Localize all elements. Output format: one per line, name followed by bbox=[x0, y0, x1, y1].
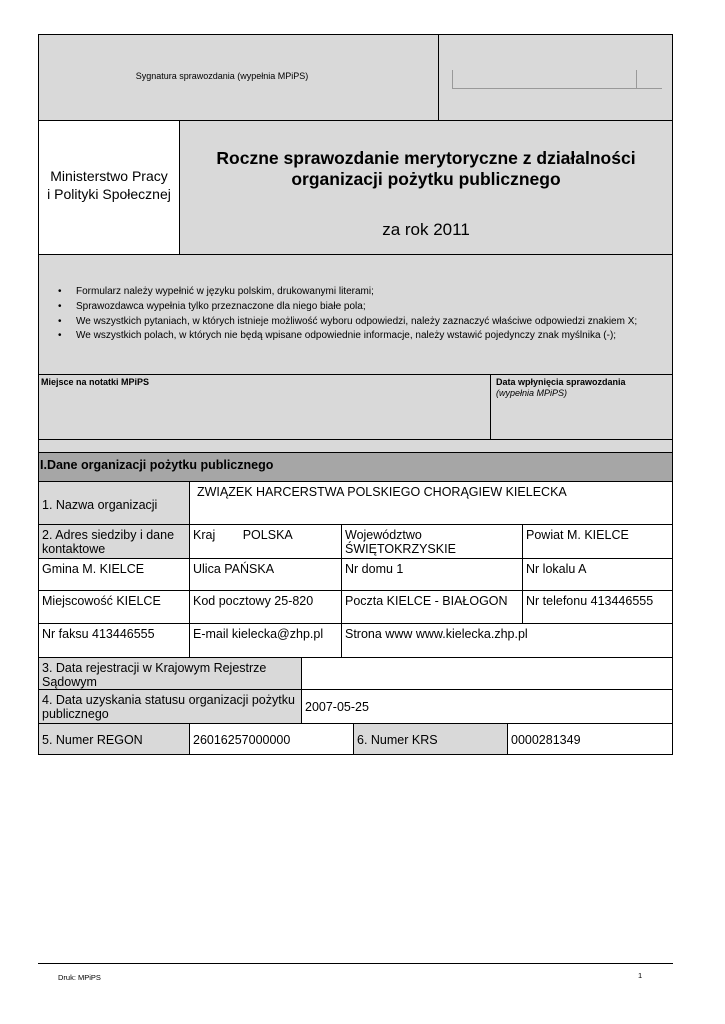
instruction-item: • Formularz należy wypełnić w języku polskim, drukowanymi literami; bbox=[38, 285, 672, 300]
org-name-value: ZWIĄZEK HARCERSTWA POLSKIEGO CHORĄGIEW KIELECKA bbox=[197, 485, 567, 499]
kraj-value: POLSKA bbox=[242, 528, 293, 542]
ulica-value: Ulica PAŃSKA bbox=[193, 562, 275, 576]
www-value: Strona www www.kielecka.zhp.pl bbox=[345, 627, 528, 641]
form-title-line-1: Roczne sprawozdanie merytoryczne z działalności bbox=[216, 148, 636, 168]
form-title bbox=[179, 148, 673, 190]
address-label-cell bbox=[38, 524, 190, 559]
address-label: 2. Adres siedziby i dane kontaktowe bbox=[42, 528, 175, 556]
kraj-label: Kraj bbox=[193, 528, 216, 542]
telefon-value: Nr telefonu 413446555 bbox=[526, 594, 654, 608]
poczta-value: Poczta KIELCE - BIAŁOGON bbox=[345, 594, 508, 608]
poczta-field[interactable] bbox=[341, 590, 523, 624]
kraj-field[interactable] bbox=[189, 524, 342, 559]
instruction-item: • We wszystkich pytaniach, w których istnieje możliwość wyboru odpowiedzi, należy zaznaczyć właściwe odpowiedzi znakiem X; bbox=[38, 315, 672, 330]
regon-label: 5. Numer REGON bbox=[42, 733, 143, 747]
nr-domu-value: Nr domu 1 bbox=[345, 562, 404, 576]
nr-lokalu-value: Nr lokalu A bbox=[526, 562, 587, 576]
ministry-line-1: Ministerstwo Pracy bbox=[50, 168, 168, 184]
org-name-label-cell bbox=[38, 481, 190, 525]
form-title-line-2: organizacji pożytku publicznego bbox=[291, 169, 561, 189]
wojewodztwo-field[interactable] bbox=[341, 524, 523, 559]
instruction-item: • Sprawozdawca wypełnia tylko przeznaczone dla niego białe pola; bbox=[38, 300, 672, 315]
krs-label-cell bbox=[353, 723, 508, 755]
page-number: 1 bbox=[638, 971, 643, 980]
www-field[interactable] bbox=[341, 623, 673, 658]
gmina-value: Gmina M. KIELCE bbox=[42, 562, 145, 576]
email-value: E-mail kielecka@zhp.pl bbox=[193, 627, 324, 641]
krs-date-label: 3. Data rejestracji w Krajowym Rejestrze Sądowym bbox=[42, 661, 267, 689]
gmina-field[interactable] bbox=[38, 558, 190, 591]
nr-lokalu-field[interactable] bbox=[522, 558, 673, 591]
miejscowosc-field[interactable] bbox=[38, 590, 190, 624]
section-1-title: I.Dane organizacji pożytku publicznego bbox=[40, 458, 274, 472]
krs-field[interactable] bbox=[507, 723, 673, 755]
org-name-field[interactable] bbox=[189, 481, 673, 525]
ministry-name bbox=[38, 167, 180, 203]
krs-label: 6. Numer KRS bbox=[357, 733, 438, 747]
kod-pocztowy-field[interactable] bbox=[189, 590, 342, 624]
krs-value: 0000281349 bbox=[511, 733, 581, 747]
krs-date-label-cell bbox=[38, 657, 302, 690]
spacer-strip bbox=[38, 439, 673, 453]
opp-date-label: 4. Data uzyskania statusu organizacji pożytku publicznego bbox=[42, 693, 295, 721]
opp-date-field[interactable] bbox=[301, 689, 673, 724]
wojewodztwo-label: Województwo bbox=[345, 528, 422, 542]
org-name-label: 1. Nazwa organizacji bbox=[42, 498, 158, 512]
telefon-field[interactable] bbox=[522, 590, 673, 624]
report-year: za rok 2011 bbox=[382, 220, 470, 239]
ulica-field[interactable] bbox=[189, 558, 342, 591]
signature-field-right-tick bbox=[636, 70, 637, 88]
notes-label: Miejsce na notatki MPiPS bbox=[41, 377, 150, 387]
regon-label-cell bbox=[38, 723, 190, 755]
signature-label: Sygnatura sprawozdania (wypełnia MPiPS) bbox=[135, 71, 309, 81]
footer-rule bbox=[38, 963, 673, 964]
nr-domu-field[interactable] bbox=[341, 558, 523, 591]
powiat-field[interactable] bbox=[522, 524, 673, 559]
footer-print-label: Druk: MPiPS bbox=[58, 973, 101, 982]
faks-value: Nr faksu 413446555 bbox=[42, 627, 155, 641]
signature-field-left-tick bbox=[452, 70, 453, 88]
miejscowosc-value: Miejscowość KIELCE bbox=[42, 594, 161, 608]
kod-pocztowy-value: Kod pocztowy 25-820 bbox=[193, 594, 314, 608]
krs-date-field[interactable] bbox=[301, 657, 673, 690]
opp-date-label-cell bbox=[38, 689, 302, 724]
signature-value-box bbox=[438, 34, 673, 121]
regon-field[interactable] bbox=[189, 723, 354, 755]
ministry-line-2: i Polityki Społecznej bbox=[47, 186, 171, 202]
instruction-item: • We wszystkich polach, w których nie będą wpisane odpowiednie informacje, należy wstawić pojedynczy znak myślnika (-); bbox=[38, 329, 672, 344]
signature-field-line bbox=[452, 88, 662, 89]
received-date-sublabel: (wypełnia MPiPS) bbox=[496, 388, 568, 398]
faks-field[interactable] bbox=[38, 623, 190, 658]
instructions-list bbox=[38, 285, 672, 344]
regon-value: 26016257000000 bbox=[193, 733, 291, 747]
opp-date-value: 2007-05-25 bbox=[305, 700, 369, 714]
received-date-label: Data wpłynięcia sprawozdania bbox=[496, 377, 626, 387]
wojewodztwo-value: ŚWIĘTOKRZYSKIE bbox=[345, 542, 456, 556]
email-field[interactable] bbox=[189, 623, 342, 658]
powiat-value: Powiat M. KIELCE bbox=[526, 528, 629, 542]
